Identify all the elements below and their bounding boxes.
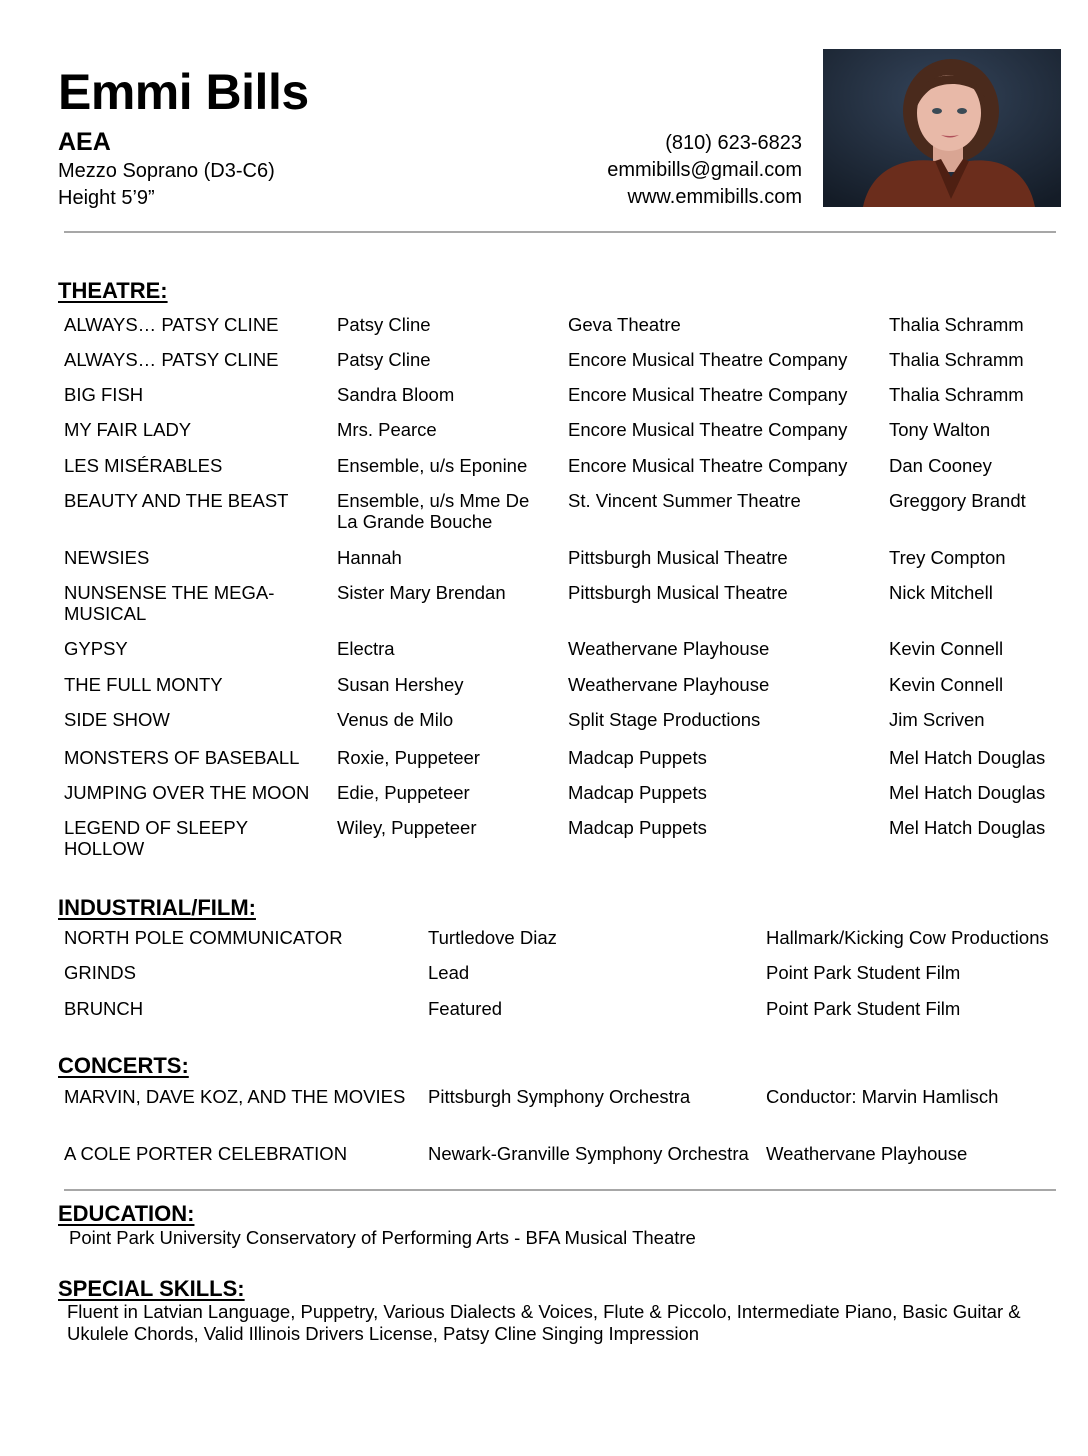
theatre-company: Encore Musical Theatre Company [568,455,848,476]
film-production: Point Park Student Film [766,962,961,983]
theatre-role: Electra [337,638,395,659]
theatre-role: Patsy Cline [337,349,431,370]
theatre-company: St. Vincent Summer Theatre [568,490,801,511]
theatre-show: JUMPING OVER THE MOON [64,782,310,803]
concerts-venue: Conductor: Marvin Hamlisch [766,1086,999,1107]
theatre-company: Encore Musical Theatre Company [568,384,848,405]
film-project: NORTH POLE COMMUNICATOR [64,927,343,948]
theatre-company: Geva Theatre [568,314,681,335]
theatre-director: Nick Mitchell [889,582,993,603]
physical-info [58,158,275,212]
theatre-show: NUNSENSE THE MEGA-MUSICAL [64,582,275,624]
theatre-company: Split Stage Productions [568,709,761,730]
theatre-show: ALWAYS… PATSY CLINE [64,314,279,335]
theatre-director: Thalia Schramm [889,349,1024,370]
film-production: Point Park Student Film [766,998,961,1019]
theatre-role: Venus de Milo [337,709,454,730]
education-heading: EDUCATION: [58,1201,195,1226]
film-role: Featured [428,998,503,1019]
theatre-role: Wiley, Puppeteer [337,817,477,838]
phone-number: (810) 623-6823 [665,132,802,154]
theatre-role: Ensemble, u/s Eponine [337,455,528,476]
concerts-concert: A COLE PORTER CELEBRATION [64,1143,348,1164]
actor-name: Emmi Bills [58,64,309,120]
theatre-role: Hannah [337,547,402,568]
union-affiliation: AEA [58,128,111,156]
skills-heading: SPECIAL SKILLS: [58,1276,245,1301]
theatre-role: Edie, Puppeteer [337,782,470,803]
website-link[interactable]: www.emmibills.com [627,186,802,208]
theatre-company: Pittsburgh Musical Theatre [568,582,788,603]
theatre-director: Jim Scriven [889,709,985,730]
theatre-show: BIG FISH [64,384,144,405]
theatre-show: THE FULL MONTY [64,674,223,695]
film-project: BRUNCH [64,998,144,1019]
theatre-role: Roxie, Puppeteer [337,747,480,768]
theatre-role: Patsy Cline [337,314,431,335]
theatre-director: Tony Walton [889,419,991,440]
theatre-director: Mel Hatch Douglas [889,782,1046,803]
theatre-director: Dan Cooney [889,455,992,476]
theatre-company: Encore Musical Theatre Company [568,349,848,370]
theatre-company: Madcap Puppets [568,747,707,768]
concerts-orchestra: Pittsburgh Symphony Orchestra [428,1086,691,1107]
film-project: GRINDS [64,962,136,983]
theatre-role: Sister Mary Brendan [337,582,506,603]
theatre-director: Greggory Brandt [889,490,1026,511]
theatre-director: Mel Hatch Douglas [889,747,1046,768]
contact-info [607,130,802,211]
film-role: Turtledove Diaz [428,927,557,948]
theatre-director: Trey Compton [889,547,1006,568]
theatre-show: SIDE SHOW [64,709,170,730]
theatre-show: NEWSIES [64,547,150,568]
headshot-photo [823,49,1061,207]
theatre-show: BEAUTY AND THE BEAST [64,490,289,511]
concerts-orchestra: Newark-Granville Symphony Orchestra [428,1143,749,1164]
theatre-company: Madcap Puppets [568,817,707,838]
theatre-director: Thalia Schramm [889,314,1024,335]
education-text: Point Park University Conservatory of Performing Arts - BFA Musical Theatre [69,1227,696,1248]
theatre-company: Weathervane Playhouse [568,674,770,695]
theatre-heading: THEATRE: [58,278,168,303]
concerts-concert: MARVIN, DAVE KOZ, AND THE MOVIES [64,1086,406,1107]
theatre-company: Madcap Puppets [568,782,707,803]
theatre-show: MY FAIR LADY [64,419,192,440]
theatre-show: LEGEND OF SLEEPY HOLLOW [64,817,248,859]
film-role: Lead [428,962,470,983]
theatre-company: Encore Musical Theatre Company [568,419,848,440]
skills-text: Fluent in Latvian Language, Puppetry, Various Dialects & Voices, Flute & Piccolo, Intermediate Piano, Basic Guitar & Ukulele Chords, Valid Illinois Drivers License, Patsy Cline Singing Impression [67,1301,1021,1344]
theatre-role: Mrs. Pearce [337,419,437,440]
theatre-company: Pittsburgh Musical Theatre [568,547,788,568]
concerts-venue: Weathervane Playhouse [766,1143,968,1164]
header-divider [64,231,1056,233]
concerts-heading: CONCERTS: [58,1053,189,1078]
theatre-role: Ensemble, u/s Mme De La Grande Bouche [337,490,530,532]
height: Height 5’9” [58,187,155,209]
theatre-company: Weathervane Playhouse [568,638,770,659]
theatre-director: Kevin Connell [889,674,1004,695]
film-production: Hallmark/Kicking Cow Productions [766,927,1049,948]
education-divider [64,1189,1056,1191]
theatre-director: Kevin Connell [889,638,1004,659]
theatre-show: GYPSY [64,638,128,659]
theatre-role: Sandra Bloom [337,384,455,405]
film-heading: INDUSTRIAL/FILM: [58,895,256,920]
theatre-show: ALWAYS… PATSY CLINE [64,349,279,370]
theatre-director: Mel Hatch Douglas [889,817,1046,838]
theatre-show: MONSTERS OF BASEBALL [64,747,300,768]
email-address[interactable]: emmibills@gmail.com [607,159,802,181]
theatre-show: LES MISÉRABLES [64,455,223,476]
voice-type: Mezzo Soprano (D3-C6) [58,160,275,182]
theatre-role: Susan Hershey [337,674,464,695]
theatre-director: Thalia Schramm [889,384,1024,405]
